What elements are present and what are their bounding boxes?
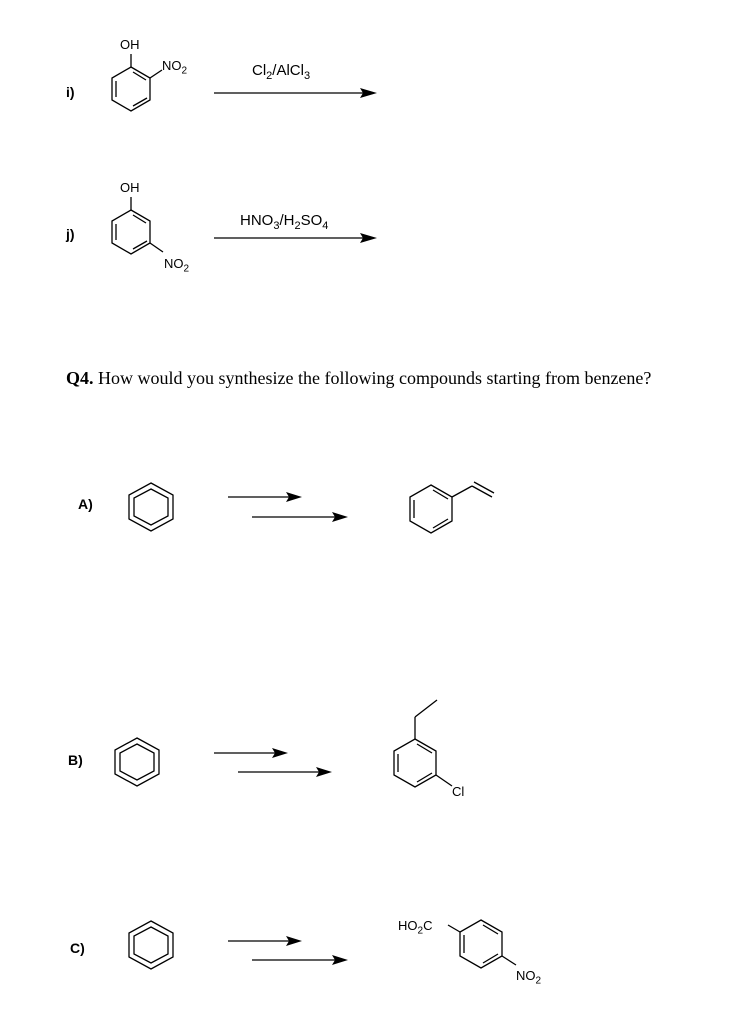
part-a-label: A) xyxy=(78,496,93,512)
part-c-product-double-bond xyxy=(483,954,498,963)
problem-i-oh-label: OH xyxy=(120,37,140,52)
question-text: How would you synthesize the following compounds starting from benzene? xyxy=(93,368,652,388)
problem-i-label: i) xyxy=(66,84,75,100)
part-b-label: B) xyxy=(68,752,83,768)
part-c-cooh-bond xyxy=(448,925,460,932)
problem-j-reagent: $HNO_3/H_2SO_4$ xyxy=(240,212,329,232)
question-number: Q4. xyxy=(66,368,94,388)
problem-j-oh-label: OH xyxy=(120,180,140,195)
problem-j-label: j) xyxy=(66,226,75,242)
part-c-ho2c-label: $HO_2C$ xyxy=(398,918,433,937)
part-c-benzene xyxy=(129,921,173,969)
problem-i-reagent: $Cl_2/AlCl_3$ xyxy=(252,62,311,82)
problem-i-no2-label: $NO_2$ xyxy=(162,58,188,77)
problem-j-no2-label: $NO_2$ xyxy=(164,256,190,275)
part-c-product-ring xyxy=(460,920,502,968)
part-c-benzene-inner-ring xyxy=(134,927,168,963)
part-c-no2-bond xyxy=(502,956,516,965)
part-c-product-double-bond xyxy=(483,925,498,934)
part-b-cl-label: Cl xyxy=(452,784,465,799)
part-c-no2-label: $NO_2$ xyxy=(516,968,542,987)
part-c-label: C) xyxy=(70,940,85,956)
